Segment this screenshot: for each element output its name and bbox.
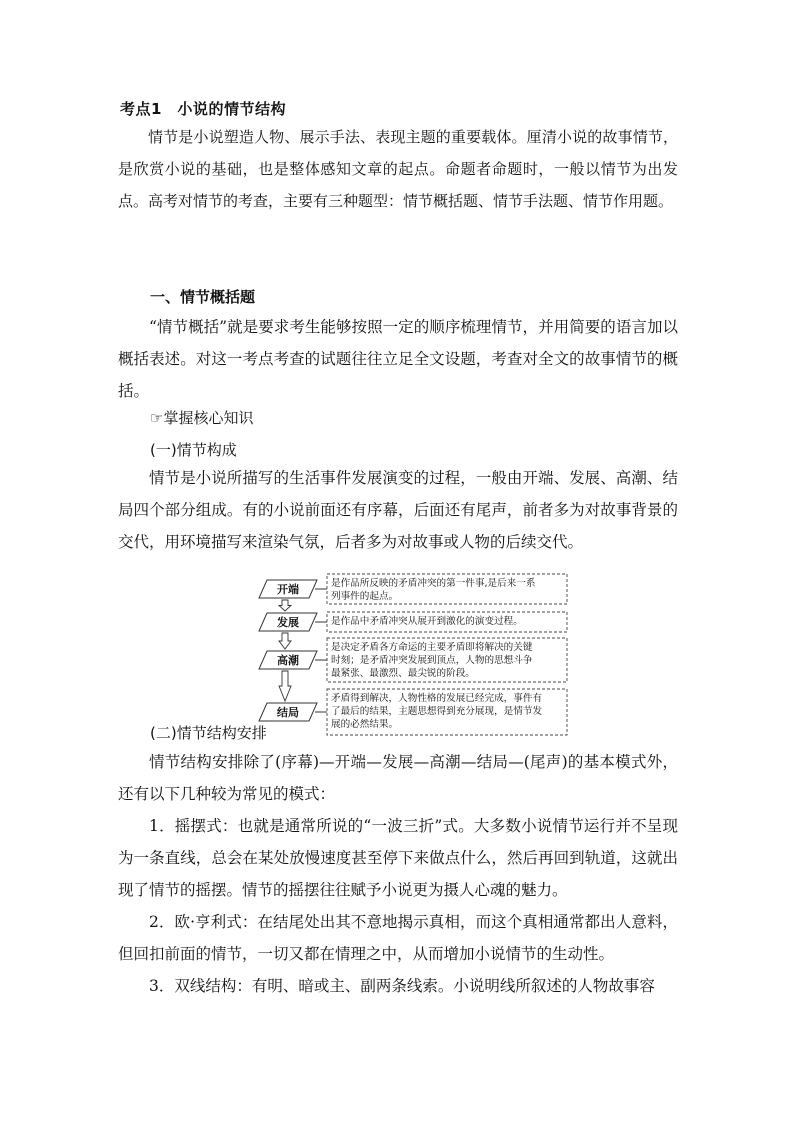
stage-1-description-line: 是作品所反映的矛盾冲突的第一件事,是后来一系 <box>331 578 536 589</box>
key-knowledge-label: ☞掌握核心知识 <box>150 409 254 427</box>
section-heading: 考点1 小说的情节结构 <box>120 100 286 118</box>
mode-item-2: 2．欧·亨利式：在结尾处出其不意地揭示真相，而这个真相通常都出人意料，但回扣前面的情节，一切又都在情理之中，从而增加小说情节的生动性。 <box>118 913 678 963</box>
stage-3-description-line: 时刻；是矛盾冲突发展到顶点，人物的思想斗争 <box>331 655 533 666</box>
down-arrow-icon <box>279 600 291 611</box>
stage-2-label: 发展 <box>277 616 299 629</box>
stage-1-label: 开端 <box>277 583 299 596</box>
subsection2-intro: 情节结构安排除了(序幕)—开端—发展—高潮—结局—(尾声)的基本模式外，还有以下几种较为常见的模式： <box>118 753 678 803</box>
down-arrow-icon <box>279 633 291 649</box>
stage-1-description-line: 列事件的起点。 <box>331 591 399 602</box>
subsection1-paragraph: 情节是小说所描写的生活事件发展演变的过程，一般由开端、发展、高潮、结局四个部分组成。有的小说前面还有序幕，后面还有尾声，前者多为对故事背景的交代，用环境描写来渲染气氛，后者多为对故事或人物的后续交代。 <box>118 469 678 551</box>
intro-paragraph: 情节是小说塑造人物、展示手法、表现主题的重要载体。厘清小说的故事情节，是欣赏小说的基础，也是整体感知文章的起点。命题者命题时，一般以情节为出发点。高考对情节的考查，主要有三种题型：情节概括题、情节手法题、情节作用题。 <box>118 128 678 210</box>
subsection2-title: (二)情节结构安排 <box>150 724 267 742</box>
mode-item-3: 3．双线结构：有明、暗或主、副两条线索。小说明线所叙述的人物故事容 <box>149 977 655 995</box>
section1-title: 一、情节概括题 <box>150 288 256 306</box>
mode-item-1: 1．摇摆式：也就是通常所说的“一波三折”式。大多数小说情节运行并不呈现为一条直线，总会在某处放慢速度甚至停下来做点什么，然后再回到轨道，这就出现了情节的摇摆。情节的摇摆往往赋予小说更为摄人心魂的魅力。 <box>118 817 678 899</box>
stage-4-description-line: 展的必然结果。 <box>331 719 399 730</box>
stage-3-description-line: 最紧张、最激烈、最尖锐的阶段。 <box>331 668 475 679</box>
stage-4-description-line: 了最后的结果，主题思想得到充分展现，是情节发 <box>331 706 543 717</box>
stage-3-description-line: 是决定矛盾各方命运的主要矛盾即将解决的关键 <box>331 642 533 653</box>
down-arrow-icon <box>279 671 291 701</box>
stage-3-label: 高潮 <box>277 654 299 667</box>
section1-paragraph: “情节概括”就是要求考生能够按照一定的顺序梳理情节，并用简要的语言加以概括表述。对这一考点考查的试题往往立足全文设题，考查对全文的故事情节的概括。 <box>118 318 678 400</box>
subsection1-title: (一)情节构成 <box>150 441 237 459</box>
plot-structure-diagram <box>255 572 571 737</box>
stage-2-description-line: 是作品中矛盾冲突从展开到激化的演变过程。 <box>331 616 523 627</box>
stage-4-label: 结局 <box>277 706 299 719</box>
stage-4-description-line: 矛盾得到解决，人物性格的发展已经完成，事件有 <box>331 693 543 704</box>
